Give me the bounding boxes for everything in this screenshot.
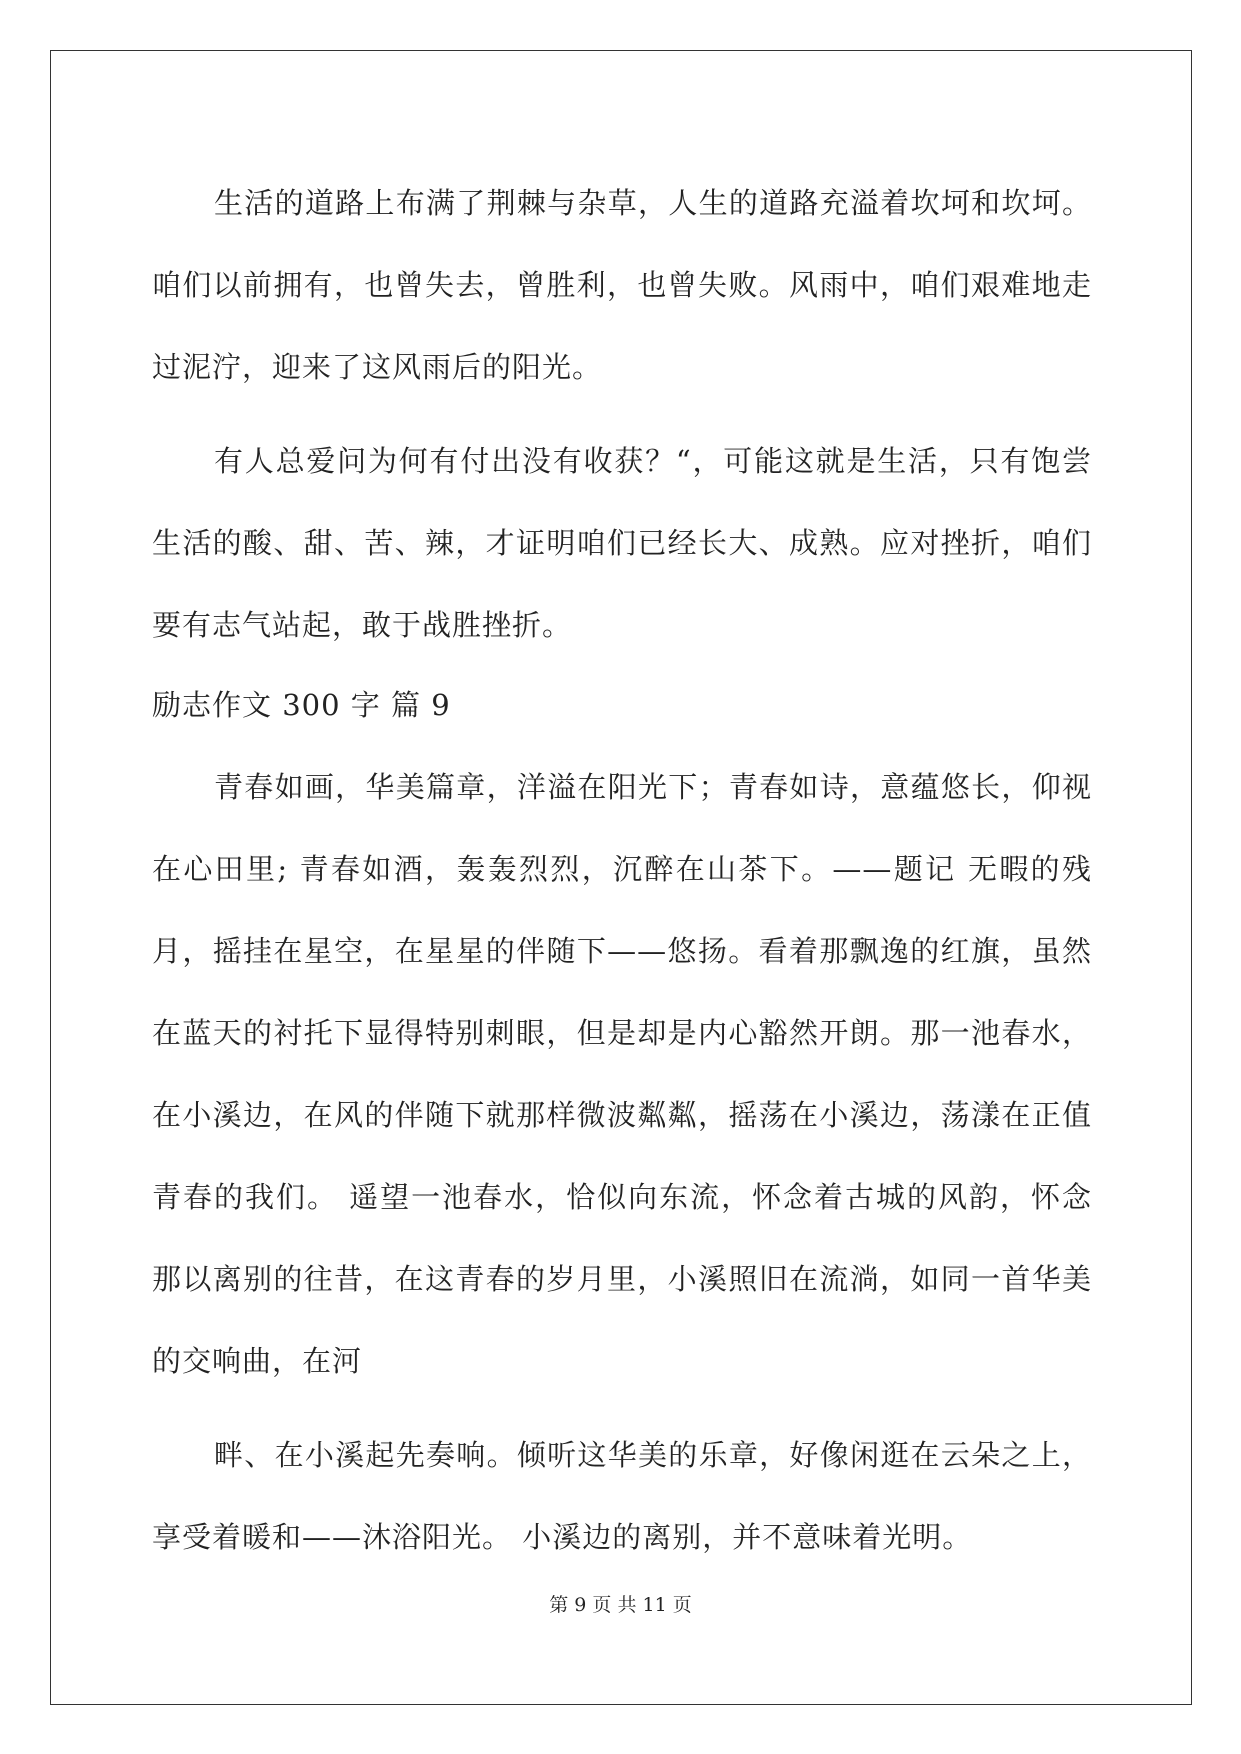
paragraph: 青春如画，华美篇章，洋溢在阳光下；青春如诗，意蕴悠长，仰视在心田里; 青春如酒，轰轰烈烈，沉醉在山茶下。——题记 无暇的残月，摇挂在星空，在星星的伴随下——悠扬。看着那飘逸的红旗，虽然在蓝天的衬托下显得特别刺眼，但是却是内心豁然开朗。那一池春水，在小溪边，在风的伴随下就那样微波粼粼，摇荡在小溪边，荡漾在正值青春的我们。 遥望一池春水，恰似向东流，怀念着古城的风韵，怀念那以离别的往昔，在这青春的岁月里，小溪照旧在流淌，如同一首华美的交响曲，在河 <box>152 770 1092 1378</box>
paragraph: 畔、在小溪起先奏响。倾听这华美的乐章，好像闲逛在云朵之上，享受着暖和——沐浴阳光。 小溪边的离别，并不意味着光明。 <box>152 1438 1092 1554</box>
document-body <box>152 162 1092 1590</box>
page-number: 第 9 页 共 11 页 <box>549 1594 692 1616</box>
section-heading: 励志作文 300 字 篇 9 <box>152 688 451 722</box>
paragraph: 生活的道路上布满了荆棘与杂草，人生的道路充溢着坎坷和坎坷。咱们以前拥有，也曾失去，曾胜利，也曾失败。风雨中，咱们艰难地走过泥泞，迎来了这风雨后的阳光。 <box>152 186 1092 384</box>
paragraph: 有人总爱问为何有付出没有收获？“，可能这就是生活，只有饱尝生活的酸、甜、苦、辣，才证明咱们已经长大、成熟。应对挫折，咱们要有志气站起，敢于战胜挫折。 <box>152 444 1092 642</box>
